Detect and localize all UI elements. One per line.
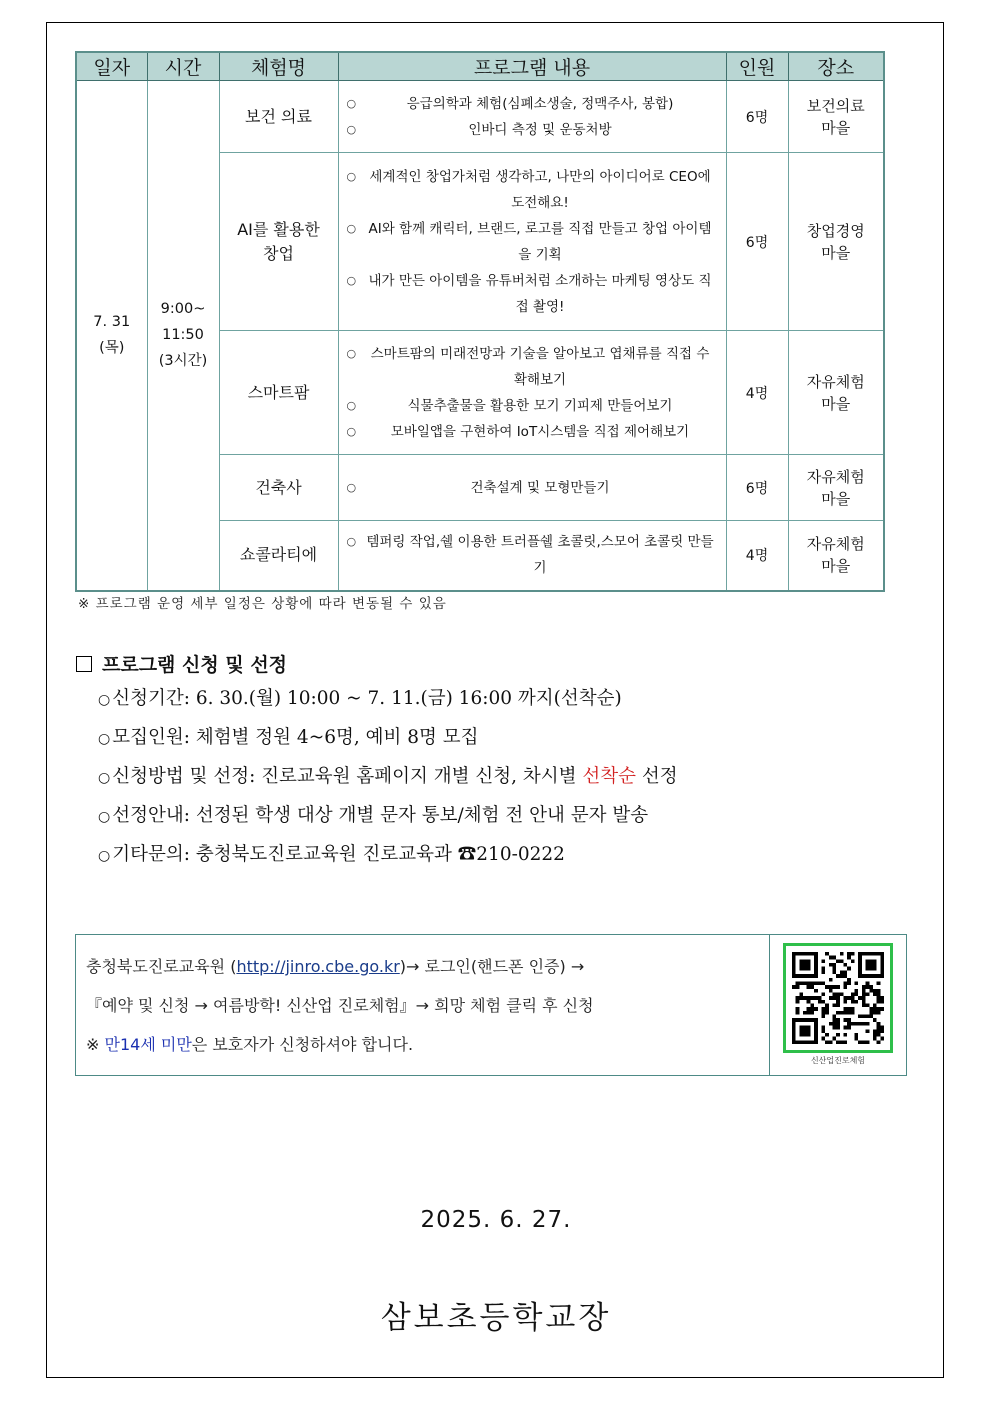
- signer-name: 삼보초등학교장: [380, 1300, 612, 1336]
- apply-guide-box: [75, 934, 907, 1076]
- place-text: 자유체험: [806, 467, 865, 486]
- section-title: [76, 650, 287, 677]
- apply-line-1: [86, 947, 766, 986]
- program-name-text: 쇼콜라티에: [239, 545, 318, 565]
- bullet-icon: ○: [346, 535, 357, 549]
- content-text: AI와 함께 캐릭터, 브랜드, 로고를 직접 만들고 창업 아이템을 기획: [368, 220, 712, 263]
- table-row: [76, 81, 884, 153]
- bullet-icon: ○: [98, 731, 111, 747]
- place-text: 창업경영: [806, 221, 865, 240]
- qr-caption: 신산업진로체험: [810, 1056, 866, 1065]
- bullet-icon: ○: [98, 770, 111, 786]
- application-info: [98, 684, 678, 879]
- homepage-link[interactable]: http://jinro.cbe.go.kr: [236, 957, 400, 976]
- content-text: 식물추출물을 활용한 모기 기피제 만들어보기: [407, 397, 673, 414]
- place-cell: [788, 331, 884, 455]
- place-text: 마을: [821, 243, 851, 262]
- program-content: [338, 331, 726, 455]
- info-text: 선정: [636, 766, 678, 787]
- content-text: 세계적인 창업가처럼 생각하고, 나만의 아이디어로 CEO에 도전해요!: [369, 168, 711, 211]
- checkbox-square-icon: [76, 656, 92, 672]
- section-title-text: 프로그램 신청 및 선정: [102, 654, 288, 676]
- content-item: [347, 164, 716, 216]
- date-text: 7. 31: [93, 314, 131, 331]
- content-text: 템퍼링 작업,쉘 이용한 트러플쉘 초콜릿,스모어 초콜릿 만들기: [366, 534, 714, 577]
- info-period: [98, 684, 678, 723]
- program-content: [338, 455, 726, 521]
- content-item: [347, 91, 716, 117]
- bullet-icon: ○: [346, 122, 357, 136]
- place-cell: [788, 153, 884, 331]
- qr-code-block: [783, 943, 893, 1069]
- program-name-text: 건축사: [255, 477, 302, 497]
- apply-divider: [769, 935, 770, 1075]
- header-time: 시간: [147, 52, 219, 81]
- content-item: [347, 341, 716, 393]
- age-highlight: 만14세 미만: [104, 1035, 192, 1054]
- place-cell: [788, 81, 884, 153]
- content-text: 스마트팜의 미래전망과 기술을 알아보고 엽채류를 직접 수확해보기: [370, 345, 710, 388]
- count-cell: 6명: [726, 81, 788, 153]
- weekday-text: (목): [99, 340, 125, 357]
- place-text: 마을: [821, 489, 851, 508]
- apply-text: ※: [86, 1035, 105, 1054]
- program-name: [219, 331, 338, 455]
- program-name-text: AI를 활용한: [237, 219, 320, 239]
- content-text: 모바일앱을 구현하여 IoT시스템을 직접 제어해보기: [390, 423, 690, 440]
- content-item: [347, 393, 716, 419]
- bullet-icon: ○: [346, 480, 357, 494]
- bullet-icon: ○: [346, 221, 357, 235]
- content-item: [347, 419, 716, 445]
- program-name-text: 보건 의료: [245, 106, 312, 126]
- count-cell: 4명: [726, 521, 788, 591]
- program-name-text: 스마트팜: [247, 382, 310, 402]
- info-text: 모집인원: 체험별 정원 4~6명, 예비 8명 모집: [112, 727, 479, 748]
- place-text: 보건의료: [806, 96, 865, 115]
- schedule-table: [75, 51, 885, 592]
- bullet-icon: ○: [346, 398, 357, 412]
- place-text: 마을: [821, 118, 851, 137]
- content-item: [347, 216, 716, 268]
- program-name: [219, 521, 338, 591]
- time-cell: [147, 81, 219, 591]
- bullet-icon: ○: [98, 848, 111, 864]
- apply-text: 충청북도진로교육원 (: [86, 957, 237, 976]
- place-text: 마을: [821, 557, 851, 576]
- content-item: [347, 475, 716, 501]
- apply-text: )→ 로그인(핸드폰 인증) →: [399, 957, 585, 976]
- bullet-icon: ○: [346, 346, 357, 360]
- time-duration: (3시간): [158, 353, 208, 370]
- content-item: [347, 529, 716, 581]
- first-come-highlight: 선착순: [582, 766, 637, 787]
- bullet-icon: ○: [346, 96, 357, 110]
- info-text: 신청방법 및 선정: 진로교육원 홈페이지 개별 신청, 차시별: [112, 766, 583, 787]
- program-name-text: 창업: [263, 243, 294, 263]
- count-cell: 4명: [726, 331, 788, 455]
- count-cell: 6명: [726, 153, 788, 331]
- header-place: 장소: [788, 52, 884, 81]
- apply-text: 은 보호자가 신청하셔야 합니다.: [191, 1035, 414, 1054]
- program-content: [338, 153, 726, 331]
- info-contact: [98, 840, 678, 879]
- bullet-icon: ○: [346, 273, 357, 287]
- bullet-icon: ○: [346, 169, 357, 183]
- content-text: 내가 만든 아이템을 유튜버처럼 소개하는 마케팅 영상도 직접 촬영!: [368, 272, 712, 315]
- program-content: [338, 81, 726, 153]
- info-guide: [98, 801, 678, 840]
- program-content: [338, 521, 726, 591]
- bullet-icon: ○: [346, 424, 357, 438]
- apply-line-3: [86, 1025, 766, 1064]
- apply-line-2: 『예약 및 신청 → 여름방학! 신산업 진로체험』→ 희망 체험 클릭 후 신청: [86, 996, 594, 1015]
- place-cell: [788, 455, 884, 521]
- content-text: 응급의학과 체험(심폐소생술, 정맥주사, 봉합): [406, 95, 674, 112]
- bullet-icon: ○: [98, 809, 111, 825]
- header-count: 인원: [726, 52, 788, 81]
- program-name: [219, 153, 338, 331]
- info-recruit: [98, 723, 678, 762]
- document-date: 2025. 6. 27.: [420, 1207, 572, 1233]
- schedule-note: ※ 프로그램 운영 세부 일정은 상황에 따라 변동될 수 있음: [78, 596, 447, 612]
- info-text: 신청기간: 6. 30.(월) 10:00 ~ 7. 11.(금) 16:00 까지(선착순): [112, 688, 622, 709]
- count-cell: 6명: [726, 455, 788, 521]
- program-name: [219, 455, 338, 521]
- content-text: 건축설계 및 모형만들기: [470, 479, 610, 496]
- date-cell: [76, 81, 147, 591]
- header-program-name: 체험명: [219, 52, 338, 81]
- place-text: 마을: [821, 394, 851, 413]
- place-cell: [788, 521, 884, 591]
- content-text: 인바디 측정 및 운동처방: [468, 121, 612, 138]
- info-text: 기타문의: 충청북도진로교육원 진로교육과 ☎210-0222: [112, 844, 565, 865]
- header-program-content: 프로그램 내용: [338, 52, 726, 81]
- program-name: [219, 81, 338, 153]
- bullet-icon: ○: [98, 692, 111, 708]
- info-method: [98, 762, 678, 801]
- content-item: [347, 117, 716, 143]
- qr-code-icon[interactable]: [783, 943, 893, 1053]
- time-start: 9:00~: [160, 301, 206, 318]
- place-text: 자유체험: [806, 372, 865, 391]
- table-header-row: [76, 52, 884, 81]
- apply-guide-text: [86, 947, 766, 1064]
- time-end: 11:50: [162, 327, 204, 344]
- info-text: 선정안내: 선정된 학생 대상 개별 문자 통보/체험 전 안내 문자 발송: [112, 805, 649, 826]
- place-text: 자유체험: [806, 535, 865, 554]
- header-date: 일자: [76, 52, 147, 81]
- content-item: [347, 268, 716, 320]
